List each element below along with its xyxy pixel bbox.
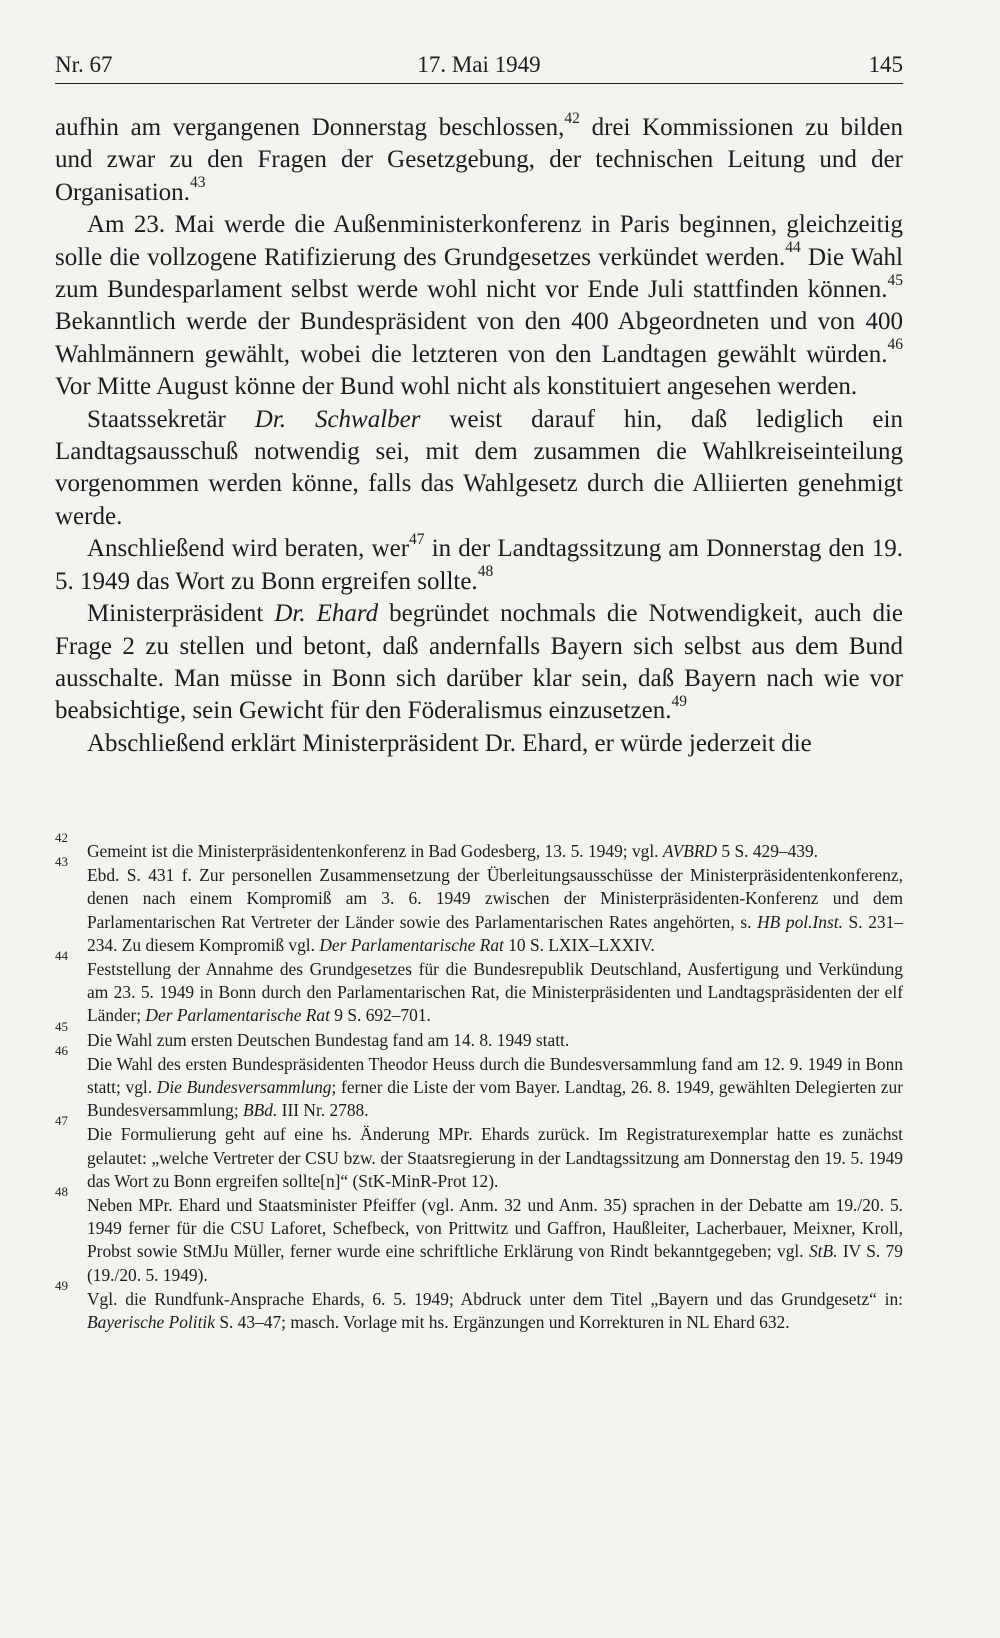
- paragraph-1: aufhin am vergangenen Donnerstag beschlossen,$^{42}$ drei Kommissionen zu bilden und zwar zu den Fragen der Gesetzgebung, der technischen Leitung und der Organisation.$^{43}$: [55, 109, 903, 206]
- paragraph-2: Am 23. Mai werde die Außenministerkonferenz in Paris beginnen, gleichzeitig solle die vollzogene Ratifizierung des Grundgesetzes verkündet werden.$^{44}$ Die Wahl zum Bundesparlament selbst werde wohl nicht vor Ende Juli stattfinden können.$^{45}$ Bekanntlich werde der Bundespräsident von den 400 Abgeordneten und von 400 Wahlmännern gewählt, wobei die letzteren von den Landtagen gewählt würden.$^{46}$ Vor Mitte August könne der Bund wohl nicht als konstituiert angesehen werden.: [55, 211, 903, 401]
- footnote-ref-49: 49: [671, 692, 687, 710]
- footnote-ref-47: 47: [409, 530, 425, 548]
- footnotes: [55, 830, 903, 1335]
- footnote-42: 42 Gemeint ist die Ministerpräsidentenkonferenz in Bad Godesberg, 13. 5. 1949; vgl. AVBRD 5 S. 429–439.: [55, 830, 819, 861]
- footnote-43: 43 Ebd. S. 431 f. Zur personellen Zusammensetzung der Überleitungsausschüsse der Ministerpräsidentenkonferenz, denen nach einem Kompromiß am 3. 6. 1949 zwischen der Ministerpräsidenten-Konferenz und dem Parlamentarischen Rat Vertreter der Länder sowie des Parlamentarischen Rates angehörten, s. HB pol.Inst. S. 231–234. Zu diesem Kompromiß vgl. Der Parlamentarische Rat 10 S. LXIX–LXXIV.: [55, 854, 903, 955]
- footnote-47: 47 Die Formulierung geht auf eine hs. Änderung MPr. Ehards zurück. Im Registraturexemplar hatte es zunächst gelautet: „welche Vertreter der CSU bzw. der Staatsregierung in der Landtagssitzung am Donnerstag den 19. 5. 1949 das Wort zu Bonn ergreifen sollte[n]“ (StK-MinR-Prot 12).: [55, 1113, 903, 1191]
- paragraph-3: Staatssekretär Dr. Schwalber weist darauf hin, daß lediglich ein Landtagsausschuß notwendig sei, mit dem zusammen die Wahlkreiseinteilung vorgenommen werden könne, falls das Wahlgesetz durch die Alliierten genehmigt werde.: [55, 405, 903, 530]
- footnote-ref-44: 44: [785, 239, 801, 257]
- footnote-46: 46 Die Wahl des ersten Bundespräsidenten Theodor Heuss durch die Bundesversammlung fand am 12. 9. 1949 in Bonn statt; vgl. Die Bundesversammlung; ferner die Liste der vom Bayer. Landtag, 26. 8. 1949, gewählten Delegierten zur Bundesversammlung; BBd. III Nr. 2788.: [55, 1042, 903, 1121]
- document-number: Nr. 67: [55, 52, 113, 77]
- header-rule: [55, 83, 903, 84]
- footnote-ref-45: 45: [887, 271, 903, 289]
- main-text: [55, 109, 903, 760]
- footnote-49: 49 Vgl. die Rundfunk-Ansprache Ehards, 6. 5. 1949; Abdruck unter dem Titel „Bayern und das Grundgesetz“ in: Bayerische Politik S. 43–47; masch. Vorlage mit hs. Ergänzungen und Korrekturen in NL Ehard 632.: [55, 1277, 903, 1333]
- footnote-ref-42: 42: [564, 109, 580, 127]
- footnote-44: 44 Feststellung der Annahme des Grundgesetzes für die Bundesrepublik Deutschland, Ausfertigung und Verkündung am 23. 5. 1949 in Bonn durch den Parlamentarischen Rat, die Ministerpräsidenten und Landtagspräsidenten der elf Länder; Der Parlamentarische Rat 9 S. 692–701.: [55, 948, 903, 1026]
- footnote-48: 48 Neben MPr. Ehard und Staatsminister Pfeiffer (vgl. Anm. 32 und Anm. 35) sprachen in der Debatte am 19./20. 5. 1949 ferner für die CSU Laforet, Schefbeck, von Prittwitz und Gaffron, Haußleiter, Lacherbauer, Meixner, Kroll, Probst sowie StMJu Müller, ferner wurde eine schriftliche Erklärung von Rindt bekanntgegeben; vgl. StB. IV S. 79 (19./20. 5. 1949).: [55, 1184, 903, 1285]
- paragraph-4: Anschließend wird beraten, wer$^{47}$ in der Landtagssitzung am Donnerstag den 19. 5. 1949 das Wort zu Bonn ergreifen sollte.$^{48}$: [55, 530, 903, 595]
- running-header: [55, 48, 903, 82]
- paragraph-5: Ministerpräsident Dr. Ehard begründet nochmals die Notwendigkeit, auch die Frage 2 zu stellen und betont, daß andernfalls Bayern sich selbst aus dem Bund ausschalte. Man müsse in Bonn sich darüber klar sein, daß Bayern nach wie vor beabsichtige, sein Gewicht für den Föderalismus einzusetzen.$^{49}$: [55, 600, 903, 725]
- speaker-name: Dr. Schwalber: [254, 405, 421, 433]
- footnote-ref-43: 43: [189, 174, 206, 192]
- footnote-ref-48: 48: [477, 563, 494, 581]
- header-date: 17. Mai 1949: [417, 52, 541, 77]
- paragraph-6: Abschließend erklärt Ministerpräsident Dr. Ehard, er würde jederzeit die: [87, 729, 812, 757]
- footnote-ref-46: 46: [887, 336, 903, 354]
- speaker-name: Dr. Ehard: [274, 600, 379, 628]
- footnote-45: 45 Die Wahl zum ersten Deutschen Bundestag fand am 14. 8. 1949 statt.: [55, 1018, 570, 1050]
- page-number: 145: [868, 52, 903, 77]
